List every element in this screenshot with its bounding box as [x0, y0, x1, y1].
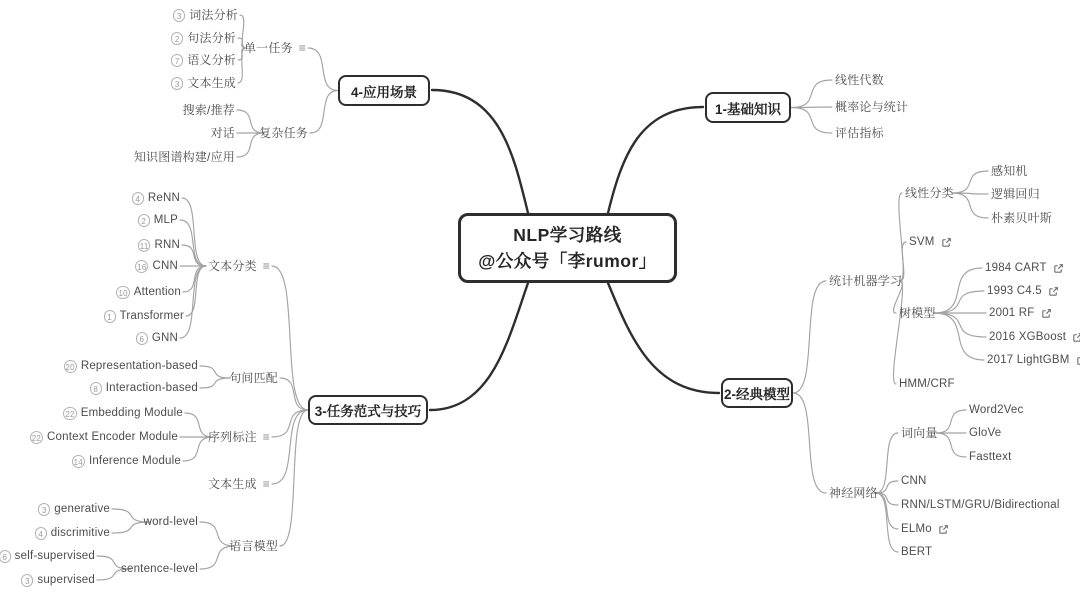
count-badge: 22	[63, 407, 76, 420]
topic-label: 1984 CART	[985, 262, 1047, 274]
topic-label: 复杂任务	[259, 126, 308, 140]
branch-node-b2[interactable]	[721, 378, 793, 408]
topic-label: 文本生成	[207, 477, 257, 491]
connector-gnn	[180, 266, 206, 338]
notes-icon[interactable]: ≡	[262, 477, 270, 491]
topic-node-gen[interactable]	[38, 500, 110, 518]
topic-node-tg1[interactable]	[171, 74, 236, 92]
root-title-line2: @公众号「李rumor」	[478, 251, 657, 271]
count-badge: 3	[21, 574, 33, 587]
count-badge: 4	[35, 527, 47, 540]
topic-label: SVM	[909, 236, 935, 248]
count-badge: 3	[173, 9, 185, 22]
count-badge: 6	[0, 550, 11, 563]
connector-wv	[876, 433, 898, 493]
topic-label: 文本生成	[187, 76, 236, 90]
count-badge: 20	[64, 360, 77, 373]
branch-label: 1-基础知识	[714, 101, 781, 117]
topic-node-c45[interactable]	[987, 282, 1059, 300]
topic-label: Word2Vec	[969, 404, 1024, 416]
topic-node-lgbm[interactable]	[987, 351, 1080, 369]
topic-label: 神经网络	[829, 486, 878, 500]
topic-label: Inference Module	[88, 455, 181, 467]
branch-node-b1[interactable]	[705, 92, 791, 123]
topic-label: 1993 C4.5	[987, 285, 1042, 297]
topic-node-bert[interactable]	[901, 543, 932, 561]
topic-label: discrimitive	[50, 527, 110, 539]
connector-b4	[432, 90, 528, 213]
branch-label: 4-应用场景	[350, 84, 417, 100]
topic-node-seq[interactable]	[208, 428, 270, 446]
topic-node-sl[interactable]	[121, 560, 198, 578]
connector-b2	[608, 283, 719, 393]
connector-repb	[200, 366, 230, 378]
topic-label: Interaction-based	[105, 382, 198, 394]
topic-node-tg3[interactable]	[208, 475, 270, 493]
notes-icon[interactable]: ≡	[262, 259, 270, 273]
topic-label: 单一任务	[243, 41, 293, 55]
topic-label: supervised	[37, 574, 95, 586]
topic-label: 逻辑回归	[991, 187, 1040, 201]
topic-node-rnn[interactable]	[138, 236, 180, 254]
topic-label: 树模型	[899, 306, 936, 320]
topic-label: Attention	[133, 286, 181, 298]
topic-label: 语言模型	[229, 539, 278, 553]
notes-icon[interactable]: ≡	[262, 430, 270, 444]
topic-label: 对话	[210, 126, 235, 140]
external-link-icon[interactable]	[1072, 332, 1080, 343]
topic-node-cnn[interactable]	[135, 257, 178, 275]
topic-node-dialog[interactable]	[211, 124, 235, 142]
topic-label: 语义分析	[187, 53, 236, 67]
root-title-line1: NLP学习路线	[513, 224, 622, 245]
topic-node-inf[interactable]	[72, 452, 181, 470]
topic-node-nn[interactable]	[829, 484, 878, 502]
topic-node-metric[interactable]	[835, 124, 884, 142]
root-node[interactable]	[458, 213, 677, 283]
topic-label: GNN	[151, 332, 178, 344]
topic-label: self-supervised	[14, 550, 95, 562]
external-link-icon[interactable]	[1053, 263, 1064, 274]
topic-label: Transformer	[119, 310, 184, 322]
topic-label: 搜索/推荐	[182, 103, 235, 117]
topic-node-elmo[interactable]	[901, 520, 949, 538]
external-link-icon[interactable]	[941, 237, 952, 248]
external-link-icon[interactable]	[1048, 286, 1059, 297]
topic-node-gnn[interactable]	[136, 329, 178, 347]
topic-node-complex[interactable]	[259, 124, 308, 142]
topic-node-svm[interactable]	[909, 233, 952, 251]
connector-tc	[272, 266, 308, 410]
connector-nn	[793, 393, 826, 493]
count-badge: 2	[138, 214, 150, 227]
topic-label: 评估指标	[835, 126, 884, 140]
connector-c45	[934, 291, 984, 313]
topic-label: CNN	[152, 260, 178, 272]
topic-node-tree[interactable]	[899, 304, 936, 322]
topic-label: BERT	[901, 546, 933, 558]
topic-label: 知识图谱构建/应用	[133, 150, 235, 164]
topic-node-rnns[interactable]	[901, 496, 1060, 514]
external-link-icon[interactable]	[938, 524, 949, 535]
topic-label: RNN	[154, 239, 180, 251]
topic-label: word-level	[143, 516, 198, 528]
topic-label: 文本分类	[207, 259, 257, 273]
count-badge: 11	[138, 239, 151, 252]
branch-node-b3[interactable]	[308, 395, 428, 425]
topic-label: 线性代数	[835, 73, 884, 87]
connector-fasttext	[936, 433, 966, 457]
topic-node-match[interactable]	[229, 369, 278, 387]
connector-complex	[310, 91, 338, 134]
topic-label: 句间匹配	[229, 371, 278, 385]
topic-label: HMM/CRF	[899, 378, 955, 390]
count-badge: 22	[30, 431, 43, 444]
count-badge: 10	[116, 286, 129, 299]
topic-label: CNN	[901, 475, 927, 487]
count-badge: 6	[136, 332, 148, 345]
topic-node-syn[interactable]	[171, 29, 236, 47]
topic-node-cart[interactable]	[985, 259, 1064, 277]
topic-node-att[interactable]	[116, 283, 181, 301]
external-link-icon[interactable]	[1041, 308, 1052, 319]
topic-node-perceptron[interactable]	[991, 162, 1028, 180]
topic-node-sup[interactable]	[21, 571, 95, 589]
connector-cnn2	[876, 481, 898, 493]
topic-node-single[interactable]	[244, 39, 306, 57]
topic-label: 2016 XGBoost	[989, 331, 1067, 343]
topic-node-intb[interactable]	[90, 379, 198, 397]
topic-node-emb[interactable]	[63, 404, 183, 422]
connector-mlp	[180, 220, 206, 266]
topic-node-ssup[interactable]	[0, 547, 95, 565]
notes-icon[interactable]: ≡	[298, 41, 306, 55]
topic-node-trans[interactable]	[104, 307, 184, 325]
topic-node-search[interactable]	[183, 101, 235, 119]
topic-label: 词向量	[901, 426, 938, 440]
topic-node-linclf[interactable]	[905, 184, 954, 202]
topic-node-fasttext[interactable]	[969, 448, 1012, 466]
topic-node-kg[interactable]	[134, 148, 235, 166]
topic-node-disc[interactable]	[35, 524, 110, 542]
topic-label: MLP	[153, 214, 178, 226]
connector-cart	[934, 268, 982, 313]
connector-metric	[791, 108, 832, 134]
topic-node-xgb[interactable]	[989, 328, 1080, 346]
topic-label: 感知机	[991, 164, 1028, 178]
count-badge: 8	[90, 382, 102, 395]
topic-node-rf[interactable]	[989, 304, 1052, 322]
topic-label: 线性分类	[905, 186, 954, 200]
count-badge: 2	[171, 32, 183, 45]
connector-la	[791, 80, 832, 108]
connector-nb	[952, 193, 988, 218]
connector-xgb	[934, 313, 986, 337]
topic-label: 2001 RF	[989, 307, 1035, 319]
topic-label: 概率论与统计	[835, 100, 909, 114]
topic-label: 句法分析	[187, 31, 236, 45]
topic-label: 2017 LightGBM	[987, 354, 1070, 366]
topic-node-nb[interactable]	[991, 209, 1052, 227]
topic-node-prob[interactable]	[835, 98, 908, 116]
topic-label: sentence-level	[121, 563, 198, 575]
topic-node-repb[interactable]	[64, 357, 198, 375]
connector-sml	[793, 281, 826, 393]
topic-label: Context Encoder Module	[47, 431, 178, 443]
topic-label: Fasttext	[969, 451, 1012, 463]
connector-intb	[200, 378, 230, 388]
connector-single	[308, 48, 338, 91]
topic-node-lm[interactable]	[229, 537, 278, 555]
external-link-icon[interactable]	[1076, 355, 1080, 366]
count-badge: 4	[132, 192, 144, 205]
count-badge: 3	[171, 77, 183, 90]
count-badge: 14	[72, 455, 85, 468]
topic-label: RNN/LSTM/GRU/Bidirectional	[901, 499, 1060, 511]
topic-label: generative	[54, 503, 110, 515]
topic-label: ELMo	[901, 523, 932, 535]
topic-label: GloVe	[969, 427, 1002, 439]
connector-lm	[280, 410, 308, 546]
topic-node-mlp[interactable]	[138, 211, 178, 229]
topic-node-sem[interactable]	[171, 51, 236, 69]
topic-node-cnn2[interactable]	[901, 472, 927, 490]
connector-b3	[430, 283, 528, 410]
branch-label: 2-经典模型	[723, 387, 790, 402]
topic-node-tc[interactable]	[208, 257, 270, 275]
count-badge: 7	[171, 54, 183, 67]
topic-label: 词法分析	[189, 8, 238, 22]
topic-node-wl[interactable]	[144, 513, 198, 531]
topic-label: 统计机器学习	[829, 274, 903, 288]
branch-label: 3-任务范式与技巧	[314, 404, 422, 419]
connector-bert	[876, 493, 898, 552]
branch-node-b4[interactable]	[338, 75, 430, 106]
connector-rnns	[876, 493, 898, 505]
count-badge: 1	[104, 310, 116, 323]
count-badge: 3	[38, 503, 50, 516]
topic-label: 序列标注	[207, 430, 257, 444]
topic-node-renn[interactable]	[132, 189, 180, 207]
topic-node-glove[interactable]	[969, 424, 1001, 442]
topic-label: Representation-based	[80, 360, 198, 372]
connector-w2v	[936, 410, 966, 433]
connector-b1	[608, 107, 703, 213]
connector-linclf	[899, 193, 903, 281]
connector-tg3	[272, 410, 308, 484]
topic-label: ReNN	[147, 192, 180, 204]
topic-node-la[interactable]	[835, 71, 884, 89]
topic-node-w2v[interactable]	[969, 401, 1023, 419]
connector-perceptron	[952, 171, 988, 193]
topic-node-lr[interactable]	[991, 185, 1040, 203]
topic-node-wv[interactable]	[901, 424, 938, 442]
topic-node-ctx[interactable]	[30, 428, 178, 446]
topic-node-hmm[interactable]	[899, 375, 955, 393]
topic-label: 朴素贝叶斯	[991, 211, 1053, 225]
topic-label: Embedding Module	[80, 407, 183, 419]
count-badge: 16	[135, 260, 148, 273]
topic-node-lex[interactable]	[173, 6, 238, 24]
topic-node-sml[interactable]	[829, 272, 902, 290]
